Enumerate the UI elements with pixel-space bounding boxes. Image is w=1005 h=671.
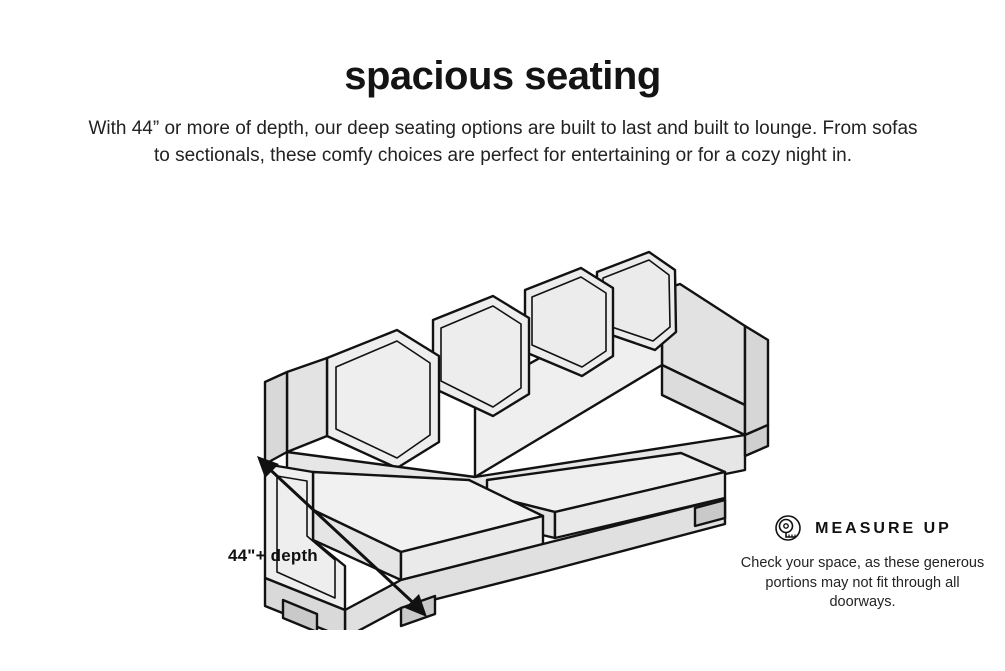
page-subcopy: With 44” or more of depth, our deep seating options are built to last and built to lounge. From sofas to sectionals, these comfy choices are perfect for entertaining or for a cozy night in. [88,118,918,166]
measure-up-block [740,512,985,613]
page-title: spacious seating [344,54,661,98]
depth-dimension-label: 44"+ depth [228,546,318,565]
measure-up-note: Check your space, as these generous portions may not fit through all doorways. [740,555,985,611]
measuring-tape-icon [773,514,803,544]
measure-up-title: MEASURE UP [815,520,952,537]
